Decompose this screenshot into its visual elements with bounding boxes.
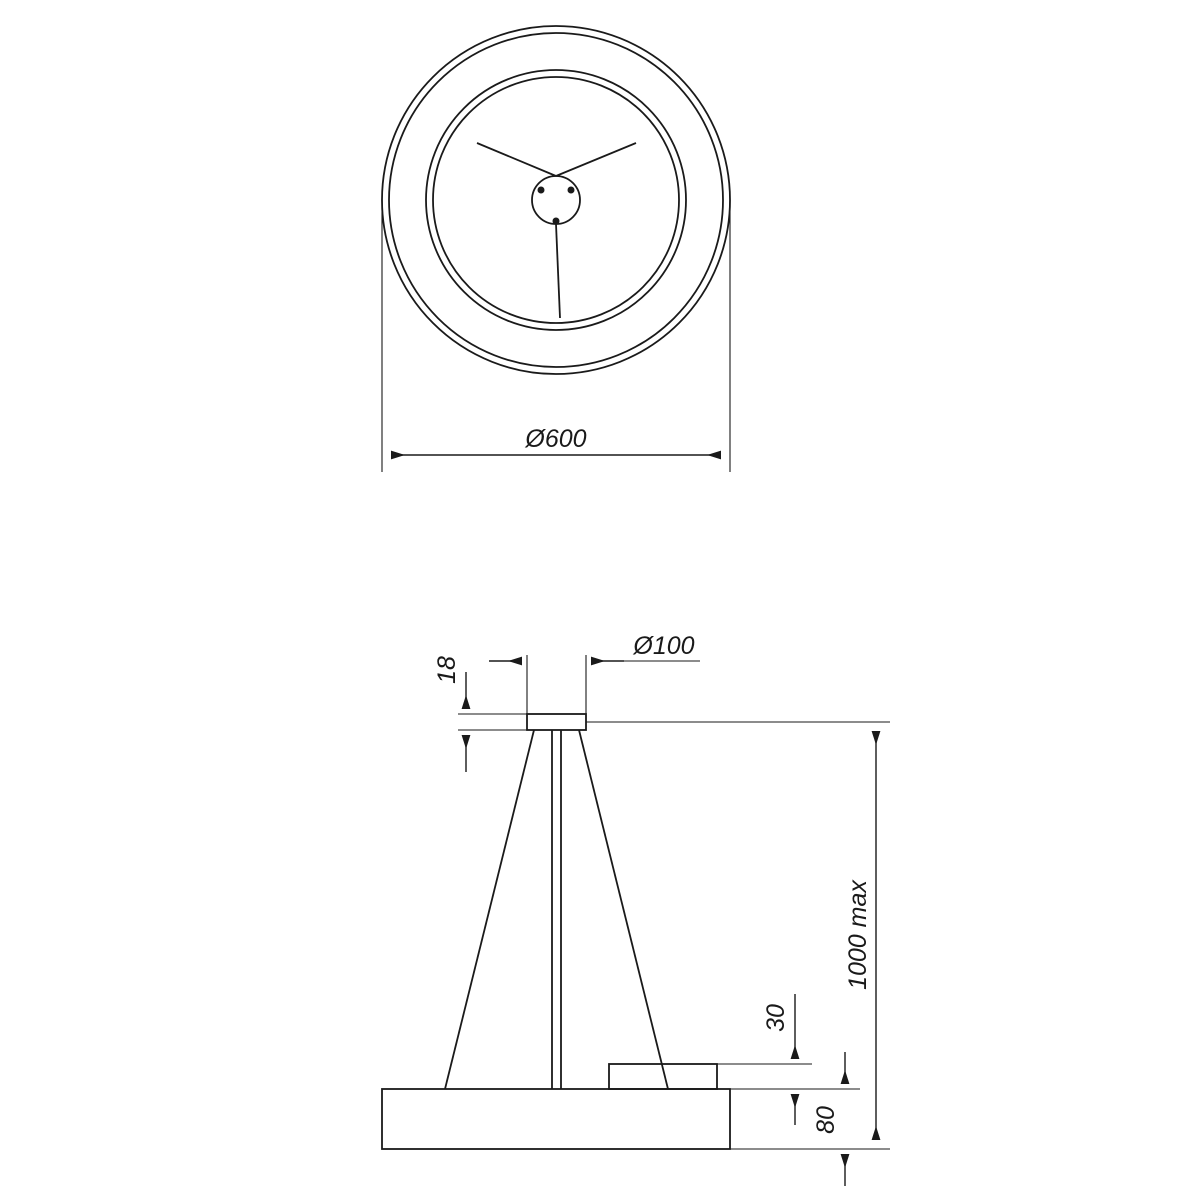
- suspension-wire-right: [579, 730, 668, 1089]
- dim-label-driverbox-height: 30: [762, 1004, 790, 1032]
- ring-outer-inner-edge: [389, 33, 723, 367]
- canopy-plate: [527, 714, 586, 730]
- spoke-upper-right: [556, 143, 636, 176]
- ring-inner-circle: [433, 77, 679, 323]
- hub-screw-left: [538, 187, 543, 192]
- dim-label-canopy-diameter: Ø100: [633, 632, 695, 660]
- hub-screw-right: [568, 187, 573, 192]
- spoke-upper-left: [477, 143, 556, 176]
- spoke-lower: [556, 224, 560, 318]
- dim-label-ring-thickness: 80: [812, 1106, 840, 1134]
- ring-body-section: [382, 1089, 730, 1149]
- hub-circle: [532, 176, 580, 224]
- hub-screw-bottom: [553, 218, 558, 223]
- ring-inner-outer-edge: [426, 70, 686, 330]
- dim-label-suspension-height: 1000 max: [844, 880, 872, 990]
- top-view-group: [382, 26, 730, 472]
- suspension-wire-left: [445, 730, 534, 1089]
- ring-outer-circle: [382, 26, 730, 374]
- dim-label-canopy-height: 18: [433, 656, 461, 684]
- dim-label-ring-diameter: Ø600: [525, 425, 587, 453]
